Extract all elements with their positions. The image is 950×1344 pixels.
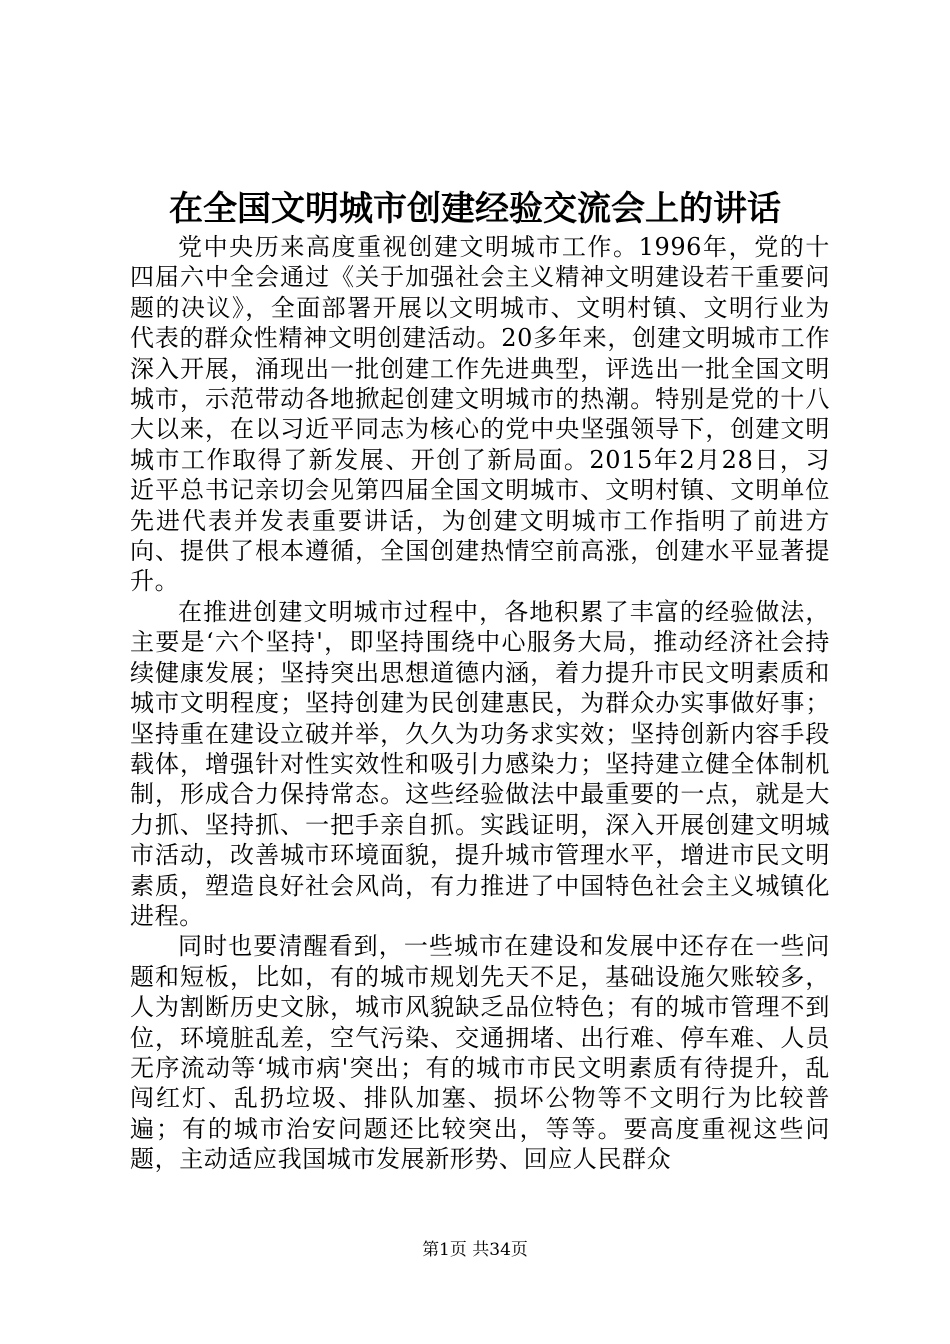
paragraph-3: 同时也要清醒看到，一些城市在建设和发展中还存在一些问题和短板，比如，有的城市规划先天不足，基础设施欠账较多，人为割断历史文脉，城市风貌缺乏品位特色；有的城市管理不到位，环境脏乱差，空气污染、交通拥堵、出行难、停车难、人员无序流动等‘城市病'突出；有的城市市民文明素质有待提升，乱闯红灯、乱扔垃圾、排队加塞、损坏公物等不文明行为比较普遍；有的城市治安问题还比较突出，等等。要高度重视这些问题，主动适应我国城市发展新形势、回应人民群众 (130, 932, 830, 1174)
document-body (130, 232, 830, 1175)
paragraph-2: 在推进创建文明城市过程中，各地积累了丰富的经验做法，主要是‘六个坚持'，即坚持围绕中心服务大局，推动经济社会持续健康发展；坚持突出思想道德内涵，着力提升市民文明素质和城市文明程度；坚持创建为民创建惠民，为群众办实事做好事；坚持重在建设立破并举，久久为功务求实效；坚持创新内容手段载体，增强针对性实效性和吸引力感染力；坚持建立健全体制机制，形成合力保持常态。这些经验做法中最重要的一点，就是大力抓、坚持抓、一把手亲自抓。实践证明，深入开展创建文明城市活动，改善城市环境面貌，提升城市管理水平，增进市民文明素质，塑造良好社会风尚，有力推进了中国特色社会主义城镇化进程。 (130, 597, 830, 930)
paragraph-1: 党中央历来高度重视创建文明城市工作。1996年，党的十四届六中全会通过《关于加强社会主义精神文明建设若干重要问题的决议》，全面部署开展以文明城市、文明村镇、文明行业为代表的群众性精神文明创建活动。20多年来，创建文明城市工作深入开展，涌现出一批创建工作先进典型，评选出一批全国文明城市，示范带动各地掀起创建文明城市的热潮。特别是党的十八大以来，在以习近平同志为核心的党中央坚强领导下，创建文明城市工作取得了新发展、开创了新局面。2015年2月28日，习近平总书记亲切会见第四届全国文明城市、文明村镇、文明单位先进代表并发表重要讲话，为创建文明城市工作指明了前进方向、提供了根本遵循，全国创建热情空前高涨，创建水平显著提升。 (130, 233, 830, 596)
document-title: 在全国文明城市创建经验交流会上的讲话 (169, 189, 781, 229)
page-number-footer: 第1页 共34页 (422, 1240, 528, 1260)
